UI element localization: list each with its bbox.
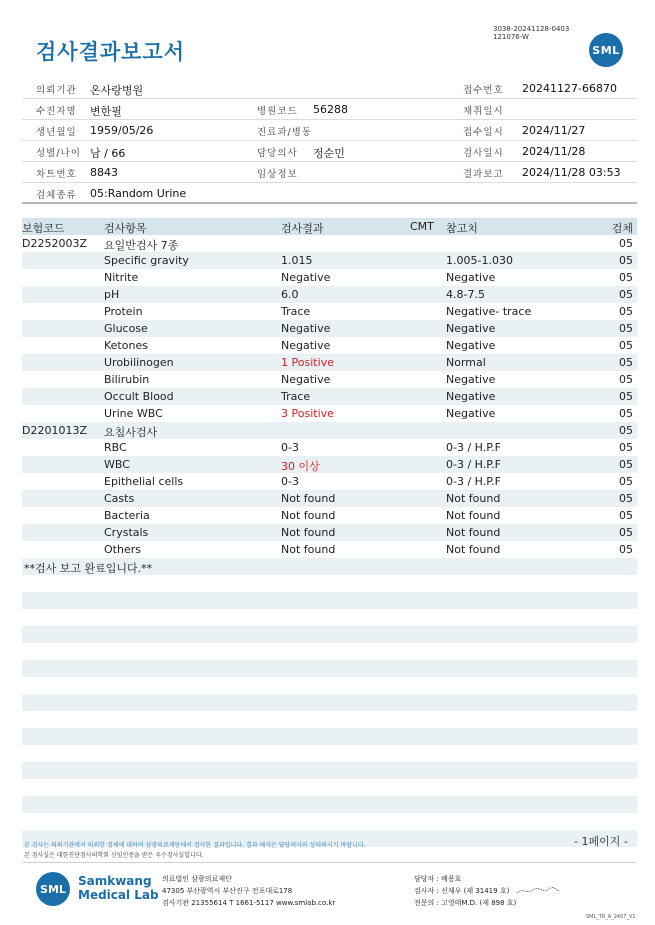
result-value: Not found — [281, 543, 336, 556]
footer-divider — [22, 862, 637, 863]
table-row — [22, 524, 637, 541]
reported-time: 2024/11/28 03:53 — [522, 166, 621, 179]
result-item: Glucose — [104, 322, 148, 335]
empty-row — [22, 609, 637, 626]
result-item: Bacteria — [104, 509, 150, 522]
tested-date: 2024/11/28 — [522, 145, 586, 158]
result-value: Not found — [281, 526, 336, 539]
result-value: Negative — [281, 339, 331, 352]
result-reference: 0-3 / H.P.F — [446, 475, 501, 488]
receipt-no: 20241127-66870 — [522, 82, 617, 95]
result-specimen: 05 — [619, 492, 633, 505]
info-row-5 — [22, 162, 637, 183]
document-id-line1: 3038-20241128-0403 — [493, 25, 570, 33]
results-table — [22, 218, 637, 847]
receipt-no-label: 접수번호 — [463, 85, 504, 96]
brand-name — [78, 874, 159, 902]
table-row — [22, 320, 637, 337]
requesting-org-label: 의뢰기관 — [36, 85, 77, 96]
clinical-label: 임상정보 — [257, 169, 298, 180]
result-code: D2252003Z — [22, 237, 87, 250]
result-specimen: 05 — [619, 509, 633, 522]
requesting-org: 온사랑병원 — [90, 84, 144, 97]
table-row — [22, 252, 637, 269]
result-item: 요일반검사 7종 — [104, 239, 179, 252]
result-specimen: 05 — [619, 543, 633, 556]
table-row — [22, 439, 637, 456]
result-specimen: 05 — [619, 407, 633, 420]
empty-row — [22, 643, 637, 660]
table-row — [22, 388, 637, 405]
footer-note-2: 본 검사실은 대한진단검사의학회 신임인증을 받은 우수검사실입니다. — [24, 852, 204, 859]
result-specimen: 05 — [619, 526, 633, 539]
result-reference: Not found — [446, 543, 501, 556]
header-code: 보험코드 — [22, 222, 65, 235]
result-item: WBC — [104, 458, 130, 471]
specimen-type-label: 검체종류 — [36, 190, 77, 201]
empty-row — [22, 779, 637, 796]
result-value: Negative — [281, 322, 331, 335]
table-row — [22, 541, 637, 558]
completion-note: **검사 보고 완료입니다.** — [24, 562, 153, 575]
footer-note-1: 본 검사는 의뢰기관에서 의뢰한 검체에 대하여 삼광의료재단에서 검사한 결과입니다. 결과 해석은 담당의사와 상의하시기 바랍니다. — [24, 842, 366, 849]
result-reference: 1.005-1.030 — [446, 254, 513, 267]
document-id-line2: 121076-W — [493, 33, 529, 41]
result-reference: Negative — [446, 390, 496, 403]
result-specimen: 05 — [619, 288, 633, 301]
empty-row — [22, 677, 637, 694]
lab-name: 의료법인 삼광의료재단 — [162, 875, 232, 883]
result-reference: Normal — [446, 356, 486, 369]
info-row-1 — [22, 78, 637, 99]
result-reference: Not found — [446, 492, 501, 505]
result-item: Crystals — [104, 526, 149, 539]
dob-label: 생년월일 — [36, 127, 77, 138]
results-header — [22, 218, 637, 235]
result-value: Trace — [281, 390, 311, 403]
tested-label: 검사일시 — [463, 148, 504, 159]
header-reference: 참고치 — [446, 222, 478, 235]
result-specimen: 05 — [619, 271, 633, 284]
result-item: Casts — [104, 492, 135, 505]
result-code: D2201013Z — [22, 424, 87, 437]
result-specimen: 05 — [619, 305, 633, 318]
page-number: - 1페이지 - — [574, 835, 628, 848]
empty-row — [22, 592, 637, 609]
hospital-code: 56288 — [313, 103, 348, 116]
result-item: Urine WBC — [104, 407, 163, 420]
collection-label: 채취일시 — [463, 106, 504, 117]
lab-contact: 검사기관 21355614 T 1661-5117 www.smlab.co.kr — [162, 899, 336, 907]
result-specimen: 05 — [619, 339, 633, 352]
info-row-2 — [22, 99, 637, 120]
empty-row — [22, 694, 637, 711]
signature-icon — [515, 887, 560, 895]
patient-info — [22, 78, 637, 204]
result-specimen: 05 — [619, 237, 633, 250]
result-item: Epithelial cells — [104, 475, 184, 488]
result-value: Negative — [281, 373, 331, 386]
result-value: 0-3 — [281, 475, 299, 488]
patient-name: 변한필 — [90, 105, 122, 118]
result-specimen: 05 — [619, 373, 633, 386]
staff-line-3: 전문의 : 고영태M.D. (제 898 호) — [414, 899, 517, 907]
result-item: Bilirubin — [104, 373, 150, 386]
patient-name-label: 수진자명 — [36, 106, 77, 117]
result-reference: Negative — [446, 407, 496, 420]
result-item: Occult Blood — [104, 390, 174, 403]
sml-footer-logo-icon: SML — [36, 872, 70, 906]
result-value: Trace — [281, 305, 311, 318]
empty-row — [22, 626, 637, 643]
result-value: 1 Positive — [281, 356, 334, 369]
specimen-type: 05:Random Urine — [90, 187, 187, 200]
header-result: 검사결과 — [281, 222, 324, 235]
result-specimen: 05 — [619, 441, 633, 454]
table-row — [22, 303, 637, 320]
form-code: SML_TR_A_2407_V1 — [586, 914, 636, 920]
table-row — [22, 473, 637, 490]
document-id — [493, 25, 569, 41]
header-item: 검사항목 — [104, 222, 147, 235]
dept-label: 진료과/병동 — [257, 127, 313, 138]
result-item: Protein — [104, 305, 143, 318]
table-row — [22, 456, 637, 473]
received-date: 2024/11/27 — [522, 124, 586, 137]
result-item: RBC — [104, 441, 127, 454]
sex-age-label: 성별/나이 — [36, 148, 81, 159]
result-value: 1.015 — [281, 254, 313, 267]
lab-info — [162, 873, 335, 909]
brand-line-1: Samkwang — [78, 874, 152, 888]
result-item: Urobilinogen — [104, 356, 174, 369]
sex-age: 남 / 66 — [90, 147, 126, 160]
received-label: 접수일시 — [463, 127, 504, 138]
header-specimen: 검체 — [611, 222, 633, 235]
result-reference: 4.8-7.5 — [446, 288, 485, 301]
empty-row — [22, 711, 637, 728]
brand-line-2: Medical Lab — [78, 888, 159, 902]
result-item: pH — [104, 288, 120, 301]
result-specimen: 05 — [619, 322, 633, 335]
empty-row — [22, 728, 637, 745]
result-item: Ketones — [104, 339, 148, 352]
result-item: Nitrite — [104, 271, 139, 284]
hospital-code-label: 병원코드 — [257, 106, 298, 117]
result-value: Negative — [281, 271, 331, 284]
result-reference: Negative- trace — [446, 305, 532, 318]
result-reference: Negative — [446, 322, 496, 335]
table-row — [22, 286, 637, 303]
lab-address: 47305 부산광역시 부산진구 전포대로178 — [162, 887, 293, 895]
empty-row — [22, 813, 637, 830]
result-reference: Negative — [446, 373, 496, 386]
result-reference: 0-3 / H.P.F — [446, 441, 501, 454]
result-value: 0-3 — [281, 441, 299, 454]
result-specimen: 05 — [619, 254, 633, 267]
sml-logo-icon: SML — [589, 33, 623, 67]
results-body — [22, 235, 637, 847]
report-title: 검사결과보고서 — [36, 40, 186, 64]
info-row-3 — [22, 120, 637, 141]
result-value: Not found — [281, 492, 336, 505]
header-cmt: CMT — [410, 220, 434, 233]
table-row — [22, 337, 637, 354]
table-row — [22, 354, 637, 371]
result-reference: Not found — [446, 526, 501, 539]
result-specimen: 05 — [619, 356, 633, 369]
result-specimen: 05 — [619, 390, 633, 403]
result-reference: Negative — [446, 271, 496, 284]
table-row — [22, 422, 637, 439]
empty-row — [22, 796, 637, 813]
result-value: 6.0 — [281, 288, 299, 301]
table-row — [22, 371, 637, 388]
dob: 1959/05/26 — [90, 124, 154, 137]
staff-line-1: 담당자 : 배용호 — [414, 875, 462, 883]
chart-no-label: 차트번호 — [36, 169, 77, 180]
table-row — [22, 405, 637, 422]
result-value: Not found — [281, 509, 336, 522]
result-specimen: 05 — [619, 458, 633, 471]
empty-row — [22, 660, 637, 677]
result-specimen: 05 — [619, 475, 633, 488]
info-row-4 — [22, 141, 637, 162]
table-row — [22, 269, 637, 286]
table-row — [22, 558, 637, 575]
result-item: Others — [104, 543, 141, 556]
table-row — [22, 235, 637, 252]
result-value: 3 Positive — [281, 407, 334, 420]
reported-label: 결과보고 — [463, 169, 504, 180]
info-divider — [22, 202, 637, 204]
empty-row — [22, 762, 637, 779]
result-reference: 0-3 / H.P.F — [446, 458, 501, 471]
staff-info — [414, 873, 560, 909]
doctor: 정순민 — [313, 147, 345, 160]
staff-line-2: 검사자 : 신재우 (제 31419 호) — [414, 887, 510, 895]
info-row-6 — [22, 183, 637, 204]
table-row — [22, 490, 637, 507]
table-row — [22, 507, 637, 524]
empty-row — [22, 745, 637, 762]
result-specimen: 05 — [619, 424, 633, 437]
result-value: 30 이상 — [281, 460, 320, 473]
result-item: 요침사검사 — [104, 426, 158, 439]
result-reference: Not found — [446, 509, 501, 522]
result-item: Specific gravity — [104, 254, 189, 267]
result-reference: Negative — [446, 339, 496, 352]
empty-row — [22, 575, 637, 592]
chart-no: 8843 — [90, 166, 118, 179]
doctor-label: 담당의사 — [257, 148, 298, 159]
